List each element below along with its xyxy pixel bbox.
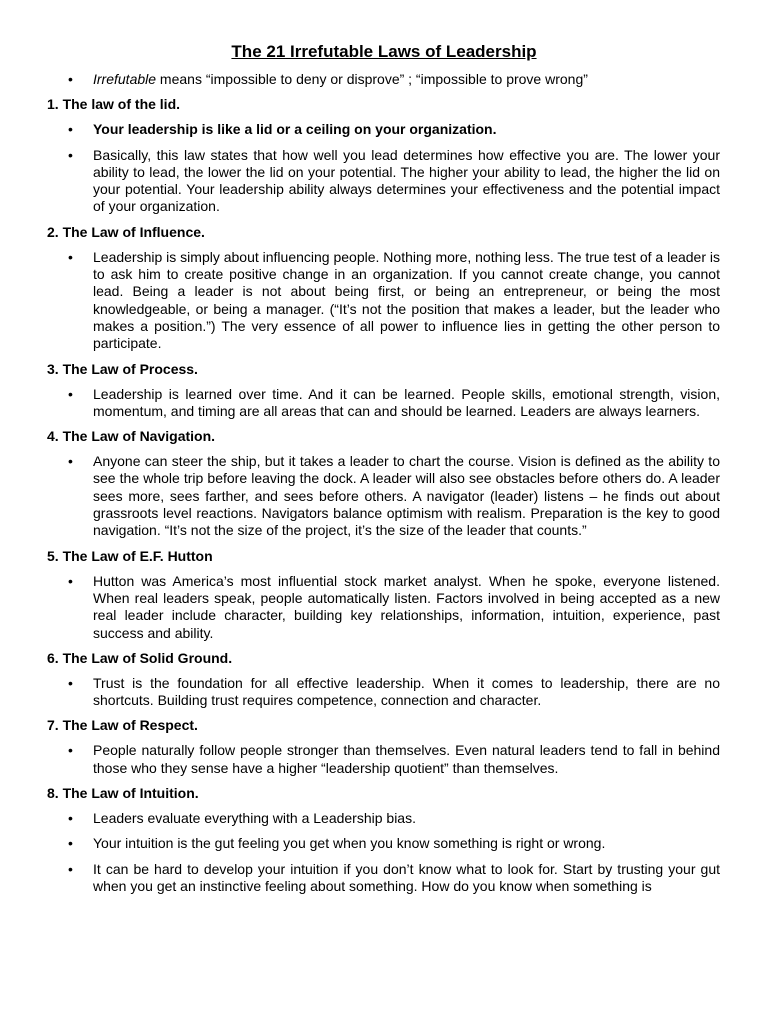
bullet-dot: •: [68, 121, 73, 138]
law-heading: 2. The Law of Influence.: [47, 223, 205, 240]
law-bullet: [68, 121, 720, 138]
bullet-dot: •: [68, 674, 73, 691]
law-bullet: [68, 248, 720, 353]
law-heading: 5. The Law of E.F. Hutton: [47, 547, 213, 564]
bullet-text: Leadership is simply about influencing people. Nothing more, nothing less. The true test of a leader is to ask him to create positive change in an organization. If you cannot create change, you cannot lead. Being a leader is not about being first, or being an entrepreneur, or being the most knowledgeable, or being a manager. (“It’s not the position that makes a leader, but the leader who makes a position.”) The very essence of all power to influence lies in getting the other person to participate.: [93, 248, 720, 352]
law-heading: 6. The Law of Solid Ground.: [47, 649, 233, 666]
bullet-text: People naturally follow people stronger than themselves. Even natural leaders tend to fall in behind those who they sense have a higher “leadership quotient” than themselves.: [93, 742, 720, 776]
page-title: The 21 Irrefutable Laws of Leadership: [231, 42, 537, 61]
law-bullet: [68, 572, 720, 642]
law-section: [0, 224, 768, 353]
bullet-text: Leadership is learned over time. And it can be learned. People skills, emotional strength, vision, momentum, and timing are all areas that can and should be learned. Leaders are always learners.: [93, 385, 720, 419]
bullet-dot: •: [68, 385, 73, 402]
law-bullet: [68, 453, 720, 539]
document-body: [0, 71, 768, 903]
bullet-dot: •: [68, 71, 73, 87]
bullet-text: Leaders evaluate everything with a Leadership bias.: [93, 810, 416, 827]
law-bullet: [68, 860, 720, 896]
law-section: [0, 96, 768, 215]
bullet-dot: •: [68, 835, 73, 852]
intro-definition: means “impossible to deny or disprove” ; “impossible to prove wrong”: [156, 71, 588, 87]
bullet-dot: •: [68, 742, 73, 759]
bullet-text: Your leadership is like a lid or a ceiling on your organization.: [93, 121, 497, 138]
law-section: [0, 785, 768, 895]
law-bullet: [68, 835, 720, 852]
law-section: [0, 650, 768, 710]
law-heading: 4. The Law of Navigation.: [47, 428, 216, 445]
bullet-dot: •: [68, 146, 73, 163]
bullet-dot: •: [68, 810, 73, 827]
law-bullet: [68, 385, 720, 421]
bullet-text: Trust is the foundation for all effective leadership. When it comes to leadership, there are no shortcuts. Building trust requires competence, connection and character.: [93, 674, 720, 709]
law-heading: 8. The Law of Intuition.: [47, 785, 199, 802]
bullet-text: Anyone can steer the ship, but it takes a leader to chart the course. Vision is defined as the ability to see the whole trip before leaving the dock. A leader will also see obstacles before others do. A leader sees more, sees farther, and sees before others. A navigator (leader) listens – he finds out about grassroots level reactions. Navigators balance optimism with realism. Preparation is the key to good navigation. “It’s not the size of the project, it’s the size of the leader that counts.”: [93, 453, 720, 539]
intro-term: Irrefutable: [93, 71, 157, 87]
law-heading: 7. The Law of Respect.: [47, 717, 198, 734]
bullet-dot: •: [68, 453, 73, 470]
law-section: [0, 717, 768, 777]
law-bullet: [68, 674, 720, 710]
bullet-text: Your intuition is the gut feeling you get when you know something is right or wrong.: [93, 835, 606, 852]
law-bullet: [68, 810, 720, 827]
law-heading: 1. The law of the lid.: [47, 96, 181, 113]
bullet-text: Hutton was America’s most influential stock market analyst. When he spoke, everyone listened. When real leaders speak, people automatically listen. Factors involved in being accepted as a new real leader include character, building key relationships, information, intuition, experience, past success and ability.: [93, 572, 720, 641]
law-section: [0, 428, 768, 539]
bullet-text: It can be hard to develop your intuition if you don’t know what to look for. Start by trusting your gut when you get an instinctive feeling about something. How do you know when something is: [93, 860, 720, 894]
law-heading: 3. The Law of Process.: [47, 360, 198, 377]
bullet-dot: •: [68, 860, 73, 877]
law-bullet: [68, 146, 720, 216]
law-section: [0, 548, 768, 642]
intro-bullet: [68, 71, 720, 88]
law-section: [0, 361, 768, 421]
bullet-dot: •: [68, 248, 73, 265]
bullet-text: Basically, this law states that how well you lead determines how effective you are. The lower your ability to lead, the lower the lid on your potential. The higher your ability to lead, the higher the lid on your potential. Your leadership ability always determines your effectiveness and the potential impact of your organization.: [93, 146, 720, 215]
law-bullet: [68, 742, 720, 777]
bullet-dot: •: [68, 572, 73, 589]
